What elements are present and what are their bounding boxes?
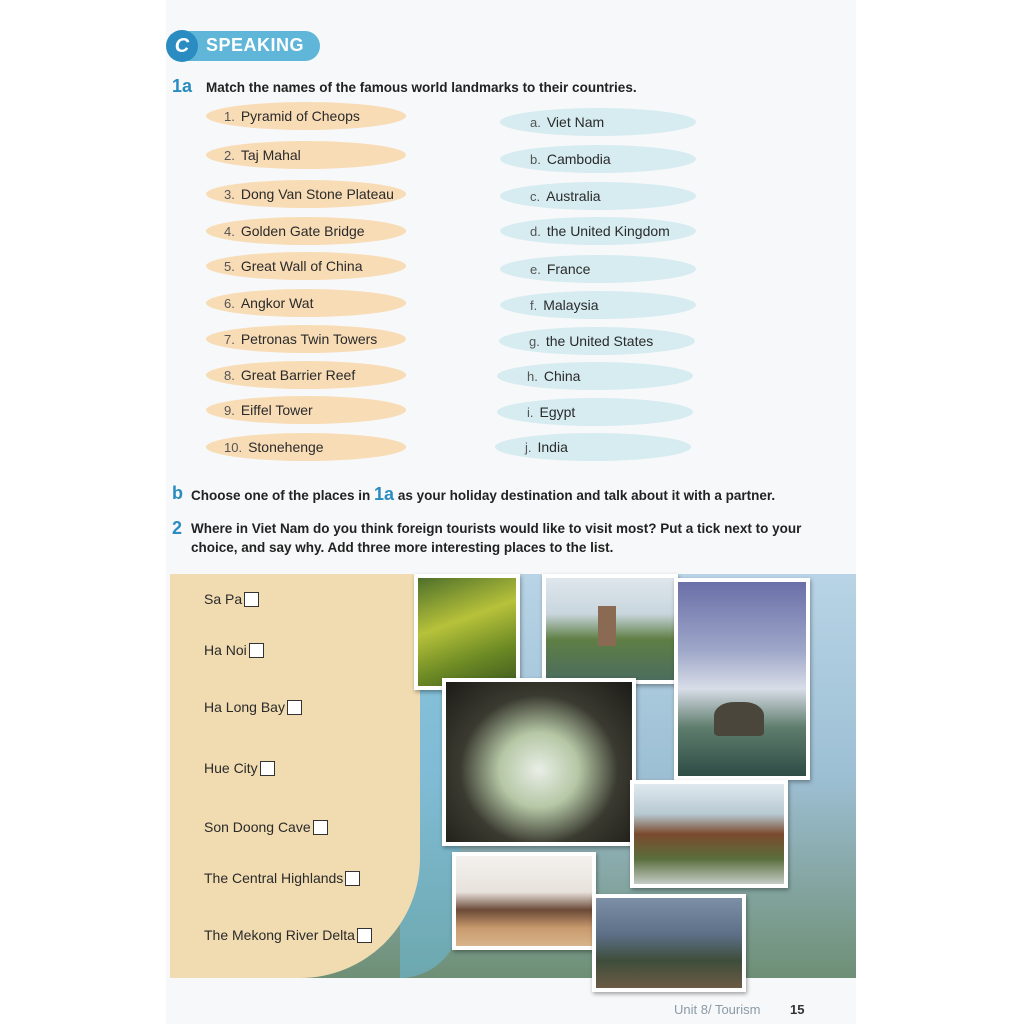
landmark-name: Golden Gate Bridge	[240, 223, 365, 239]
task-1b-pre: Choose one of the places in	[191, 488, 371, 503]
task-2-number: 2	[172, 518, 183, 538]
landmark-item	[206, 252, 406, 280]
landmark-number: 3.	[224, 186, 235, 202]
landmark-name: Pyramid of Cheops	[240, 108, 360, 124]
task-1b-ref: 1a	[374, 484, 395, 504]
place-item	[204, 591, 259, 607]
task-1a-instruction: Match the names of the famous world landmarks to their countries.	[206, 80, 637, 95]
country-letter: g.	[529, 333, 540, 349]
landmark-number: 9.	[224, 402, 235, 418]
landmark-name: Angkor Wat	[240, 295, 314, 311]
landmark-number: 10.	[224, 439, 243, 455]
landmark-name: Great Barrier Reef	[240, 367, 356, 383]
landmark-item	[206, 180, 406, 208]
landmark-name: Great Wall of China	[240, 258, 363, 274]
textbook-page	[166, 0, 856, 1024]
country-name: India	[537, 439, 568, 455]
country-item	[500, 182, 696, 210]
place-label: Ha Noi	[204, 642, 247, 658]
places-panel	[170, 574, 420, 978]
country-name: Malaysia	[543, 297, 599, 313]
place-item	[204, 699, 302, 715]
country-item	[500, 108, 696, 136]
place-label: The Central Highlands	[204, 870, 344, 886]
country-item	[500, 145, 696, 173]
country-name: Cambodia	[546, 151, 611, 167]
place-item	[204, 760, 275, 776]
landmark-number: 6.	[224, 295, 235, 311]
place-label: The Mekong River Delta	[204, 927, 355, 943]
country-letter: a.	[530, 114, 541, 130]
place-checkbox[interactable]	[345, 871, 360, 886]
country-item	[500, 255, 696, 283]
landmark-name: Taj Mahal	[240, 147, 301, 163]
country-item	[499, 327, 695, 355]
country-letter: j.	[525, 439, 532, 455]
photo-turtle-tower	[542, 574, 678, 684]
landmark-item	[206, 141, 406, 169]
task-2-line1: Where in Viet Nam do you think foreign tourists would like to visit most? Put a tick next to your	[191, 521, 802, 536]
landmark-number: 4.	[224, 223, 235, 239]
country-name: Australia	[546, 188, 601, 204]
landmark-item	[206, 289, 406, 317]
landmark-number: 7.	[224, 331, 235, 347]
country-letter: f.	[530, 297, 538, 313]
place-item	[204, 927, 372, 943]
task-1b-post: as your holiday destination and talk about it with a partner.	[397, 488, 776, 503]
country-letter: b.	[530, 151, 541, 167]
place-checkbox[interactable]	[313, 820, 328, 835]
country-letter: d.	[530, 223, 541, 239]
landmark-number: 8.	[224, 367, 235, 383]
task-1a-number: 1a	[172, 76, 193, 96]
landmark-name: Dong Van Stone Plateau	[240, 186, 394, 202]
photo-central-highlands-elephants	[452, 852, 596, 950]
place-label: Hue City	[204, 760, 258, 776]
country-name: France	[546, 261, 591, 277]
place-checkbox[interactable]	[249, 643, 264, 658]
place-checkbox[interactable]	[357, 928, 372, 943]
landmark-item	[206, 361, 406, 389]
photo-mekong-floating-market	[592, 894, 746, 992]
landmark-item	[206, 433, 406, 461]
country-letter: e.	[530, 261, 541, 277]
country-item	[497, 362, 693, 390]
country-name: the United Kingdom	[546, 223, 670, 239]
place-checkbox[interactable]	[287, 700, 302, 715]
country-name: the United States	[545, 333, 654, 349]
section-title: SPEAKING	[206, 35, 305, 55]
landmark-number: 5.	[224, 258, 235, 274]
landmark-item	[206, 325, 406, 353]
task-1b-number: b	[172, 483, 183, 503]
place-item	[204, 819, 328, 835]
landmark-name: Petronas Twin Towers	[240, 331, 378, 347]
photo-ha-long-bay	[674, 578, 810, 780]
country-item	[495, 433, 691, 461]
country-item	[500, 217, 696, 245]
place-label: Ha Long Bay	[204, 699, 285, 715]
country-name: China	[543, 368, 581, 384]
landmark-item	[206, 396, 406, 424]
country-letter: i.	[527, 404, 534, 420]
place-label: Sa Pa	[204, 591, 243, 607]
country-name: Egypt	[539, 404, 576, 420]
landmark-number: 1.	[224, 108, 235, 124]
place-checkbox[interactable]	[244, 592, 259, 607]
section-header	[166, 30, 326, 64]
task-1b-instruction	[191, 485, 775, 505]
country-letter: c.	[530, 188, 541, 204]
country-item	[500, 291, 696, 319]
footer-page-number: 15	[790, 1002, 805, 1017]
landmark-item	[206, 217, 406, 245]
photo-collage-area	[170, 574, 856, 978]
islet-rocks	[714, 702, 764, 736]
section-letter: C	[166, 30, 198, 62]
landmark-name: Eiffel Tower	[240, 402, 313, 418]
country-item	[497, 398, 693, 426]
footer-unit-label: Unit 8/ Tourism	[674, 1002, 761, 1017]
place-item	[204, 870, 360, 886]
place-checkbox[interactable]	[260, 761, 275, 776]
place-label: Son Doong Cave	[204, 819, 311, 835]
landmark-item	[206, 102, 406, 130]
landmark-number: 2.	[224, 147, 235, 163]
country-name: Viet Nam	[546, 114, 605, 130]
photo-rice-terraces	[414, 574, 520, 690]
task-2-line2: choice, and say why. Add three more interesting places to the list.	[191, 540, 614, 555]
photo-son-doong-cave	[442, 678, 636, 846]
country-letter: h.	[527, 368, 538, 384]
tower-shape	[598, 606, 616, 646]
place-item	[204, 642, 264, 658]
photo-hue-citadel	[630, 780, 788, 888]
landmark-name: Stonehenge	[248, 439, 324, 455]
